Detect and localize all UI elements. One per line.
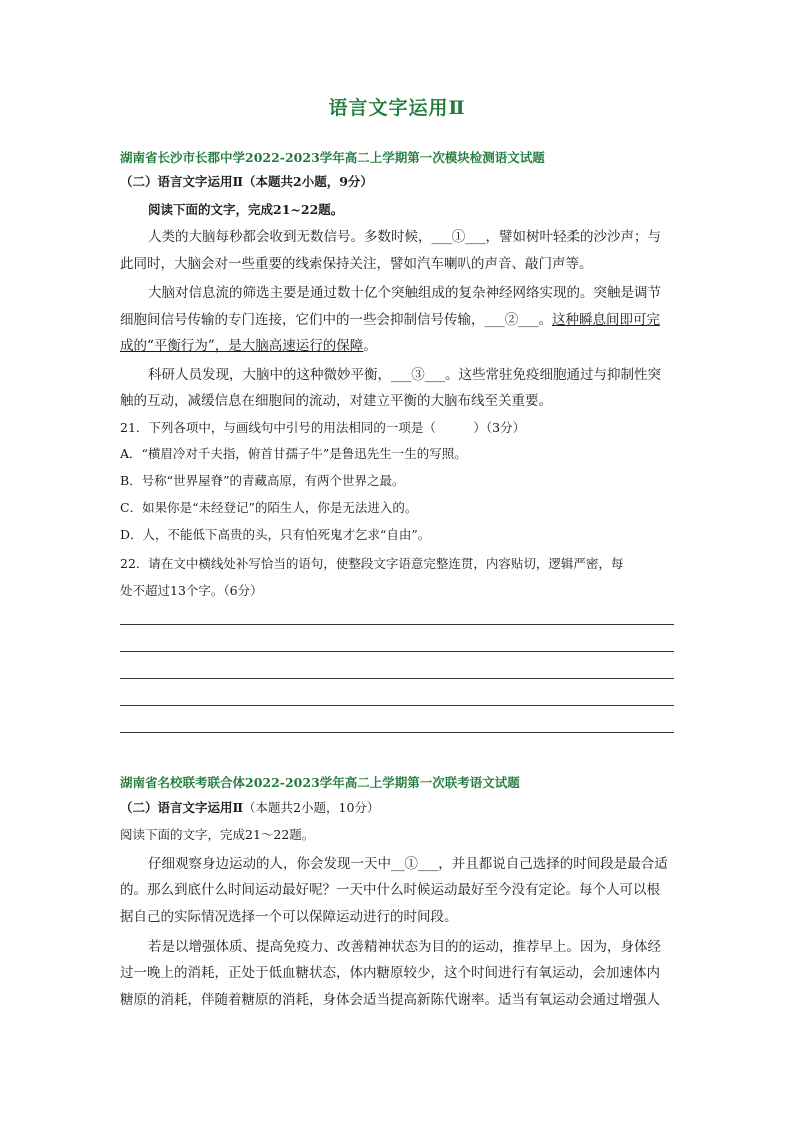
- option-b: B．号称“世界屋脊”的青藏高原，有两个世界之最。: [120, 473, 405, 488]
- underlined-sentence-part-2: 成的“平衡行为”，是大脑高速运行的保障: [120, 338, 364, 354]
- section-heading-2-rest: （本题共2小题，10分）: [243, 800, 380, 815]
- answer-line-5[interactable]: [120, 732, 674, 733]
- source-title-1: 湖南省长沙市长郡中学2022-2023学年高二上学期第一次模块检测语文试题: [120, 150, 545, 165]
- sentence-end: 。: [363, 338, 377, 354]
- s2-paragraph-1-line-2: 的。那么到底什么时间运动最好呢？一天中什么时候运动最好至今没有定论。每个人可以根: [120, 882, 660, 898]
- paragraph-3-line-2: 触的互动，减缓信息在细胞间的流动，对建立平衡的大脑布线至关重要。: [120, 393, 552, 409]
- paragraph-1-line-2: 此同时，大脑会对一些重要的线索保持关注，譬如汽车喇叭的声音、敲门声等。: [120, 256, 593, 272]
- s2-paragraph-2-line-1: 若是以增强体质、提高免疫力、改善精神状态为目的的运动，推荐早上。因为，身体经: [148, 939, 661, 955]
- question-22-line-1: 22．请在文中横线处补写恰当的语句，使整段文字语意完整连贯，内容贴切，逻辑严密，每: [120, 556, 624, 571]
- paragraph-1-line-1: 人类的大脑每秒都会收到无数信号。多数时候，___①___，譬如树叶轻柔的沙沙声；与: [148, 229, 661, 245]
- s2-paragraph-1-line-3: 据自己的实际情况选择一个可以保障运动进行的时间段。: [120, 909, 458, 925]
- section-heading-2: [120, 799, 676, 817]
- answer-line-4[interactable]: [120, 705, 674, 706]
- instruction-1: 阅读下面的文字，完成21~22题。: [148, 202, 344, 217]
- source-title-2: 湖南省名校联考联合体2022-2023学年高二上学期第一次联考语文试题: [120, 775, 520, 790]
- s2-paragraph-2-line-3: 糖原的消耗，伴随着糖原的消耗，身体会适当提高新陈代谢率。适当有氧运动会通过增强人: [120, 992, 660, 1008]
- question-22-line-2: 处不超过13个字。（6分）: [120, 583, 263, 598]
- s2-paragraph-2-line-2: 过一晚上的消耗，正处于低血糖状态，体内糖原较少，这个时间进行有氧运动，会加速体内: [120, 965, 660, 981]
- section-heading-1: （二）语言文字运用Ⅱ（本题共2小题，9分）: [120, 174, 373, 189]
- instruction-2: 阅读下面的文字，完成21～22题。: [120, 827, 315, 842]
- section-heading-2-bold: （二）语言文字运用Ⅱ: [120, 800, 244, 815]
- option-c: C．如果你是“未经登记”的陌生人，你是无法进入的。: [120, 500, 418, 515]
- paragraph-3-line-1: 科研人员发现，大脑中的这种微妙平衡，___③___。这些常驻免疫细胞通过与抑制性突: [148, 367, 661, 383]
- answer-line-3[interactable]: [120, 678, 674, 679]
- underlined-sentence-part-1: 这种瞬息间即可完: [552, 312, 660, 328]
- paragraph-2-line-1: 大脑对信息流的筛选主要是通过数十亿个突触组成的复杂神经网络实现的。突触是调节: [148, 285, 661, 301]
- page-title: 语言文字运用Ⅱ: [328, 97, 466, 119]
- answer-line-2[interactable]: [120, 651, 674, 652]
- paragraph-2-text: 细胞间信号传输的专门连接，它们中的一些会抑制信号传输，___②___。: [120, 312, 552, 328]
- paragraph-2-line-3: [120, 337, 676, 355]
- answer-line-1[interactable]: [120, 624, 674, 625]
- s2-paragraph-1-line-1: 仔细观察身边运动的人，你会发现一天中__①___，并且都说自己选择的时间段是最合适: [148, 856, 668, 872]
- option-a: A．“横眉冷对千夫指，俯首甘孺子牛”是鲁迅先生一生的写照。: [120, 446, 467, 461]
- option-d: D．人，不能低下高贵的头，只有怕死鬼才乞求“自由”。: [120, 527, 431, 542]
- question-21: 21．下列各项中，与画线句中引号的用法相同的一项是（ ）（3分）: [120, 420, 526, 435]
- paragraph-2-line-2: [120, 311, 676, 329]
